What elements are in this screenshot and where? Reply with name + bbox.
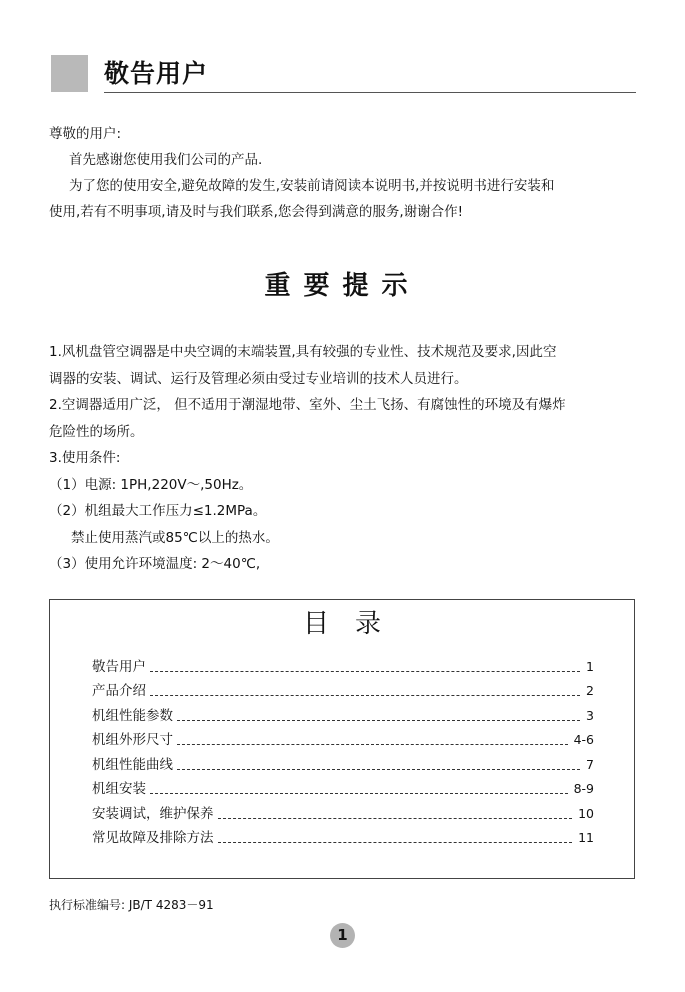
toc-entry-page: 11	[578, 830, 594, 845]
toc-entry-label: 敬告用户	[92, 658, 146, 675]
toc-entry-page: 1	[586, 658, 594, 674]
salutation: 尊敬的用户:	[49, 126, 122, 142]
toc-entry-page: 8-9	[573, 781, 594, 796]
safety-line-2: 使用,若有不明事项,请及时与我们联系,您会得到满意的服务,谢谢合作!	[49, 204, 464, 220]
notice-line: 调器的安装、调试、运行及管理必须由受过专业培训的技术人员进行。	[49, 370, 468, 387]
toc-entry-label: 机组安装	[92, 781, 146, 797]
notice-line: （2）机组最大工作压力≤1.2MPa。	[49, 503, 267, 519]
notice-list	[49, 339, 649, 578]
notice-line: 禁止使用蒸汽或85℃以上的热水。	[71, 529, 279, 546]
toc-entry[interactable]	[92, 824, 594, 849]
notice-line: 危险性的场所。	[49, 423, 144, 440]
toc-leader	[177, 744, 568, 745]
notice-line: （1）电源: 1PH,220V～,50Hz。	[49, 476, 253, 493]
notice-line: （3）使用允许环境温度: 2～40℃,	[49, 556, 261, 572]
toc-entry[interactable]	[92, 677, 594, 702]
toc-entry[interactable]	[92, 701, 594, 726]
notice-line: 3.使用条件:	[49, 450, 121, 466]
toc-leader	[218, 842, 573, 843]
toc-entry-label: 机组性能参数	[92, 707, 173, 724]
toc-entry-page: 3	[586, 707, 594, 723]
toc-entry[interactable]	[92, 726, 594, 751]
toc-leader	[150, 695, 580, 696]
toc-entry-page: 10	[578, 805, 594, 821]
header-gray-block	[51, 55, 88, 92]
thanks-line: 首先感谢您使用我们公司的产品.	[69, 152, 263, 168]
toc-entry-label: 机组性能曲线	[92, 756, 173, 773]
toc-entry-label: 产品介绍	[92, 683, 146, 699]
toc-entry-page: 2	[586, 683, 594, 698]
notice-line: 1.风机盘管空调器是中央空调的末端装置,具有较强的专业性、技术规范及要求,因此空	[49, 344, 557, 360]
toc-entry-label: 安装调试，维护保养	[92, 805, 214, 822]
notice-line: 2.空调器适用广泛， 但不适用于潮湿地带、室外、尘土飞扬、有腐蚀性的环境及有爆炸	[49, 397, 566, 413]
page-title: 敬告用户	[104, 59, 209, 88]
notice-title: 重要提示	[264, 271, 421, 301]
toc-entry[interactable]	[92, 750, 594, 775]
greeting-section	[49, 121, 639, 225]
toc-leader	[150, 671, 580, 672]
toc-entry-label: 常见故障及排除方法	[92, 830, 214, 846]
toc-entry[interactable]	[92, 775, 594, 800]
toc-title: 目录	[302, 609, 407, 639]
toc-entry-label: 机组外形尺寸	[92, 732, 173, 748]
toc-leader	[218, 818, 573, 819]
toc-entry-page: 7	[586, 756, 594, 772]
toc-leader	[177, 769, 580, 770]
header-rule	[104, 92, 636, 93]
toc-leader	[150, 793, 568, 794]
toc-entry[interactable]	[92, 652, 594, 677]
toc-leader	[177, 720, 580, 721]
toc-entry[interactable]	[92, 799, 594, 824]
toc-entry-page: 4-6	[573, 732, 594, 747]
page-number-badge: 1	[330, 923, 355, 948]
standard-number: 执行标准编号: JB/T 4283－91	[49, 898, 214, 912]
safety-line-1: 为了您的使用安全,避免故障的发生,安装前请阅读本说明书,并按说明书进行安装和	[69, 178, 555, 194]
toc-list	[92, 652, 594, 848]
toc-box	[49, 599, 635, 879]
